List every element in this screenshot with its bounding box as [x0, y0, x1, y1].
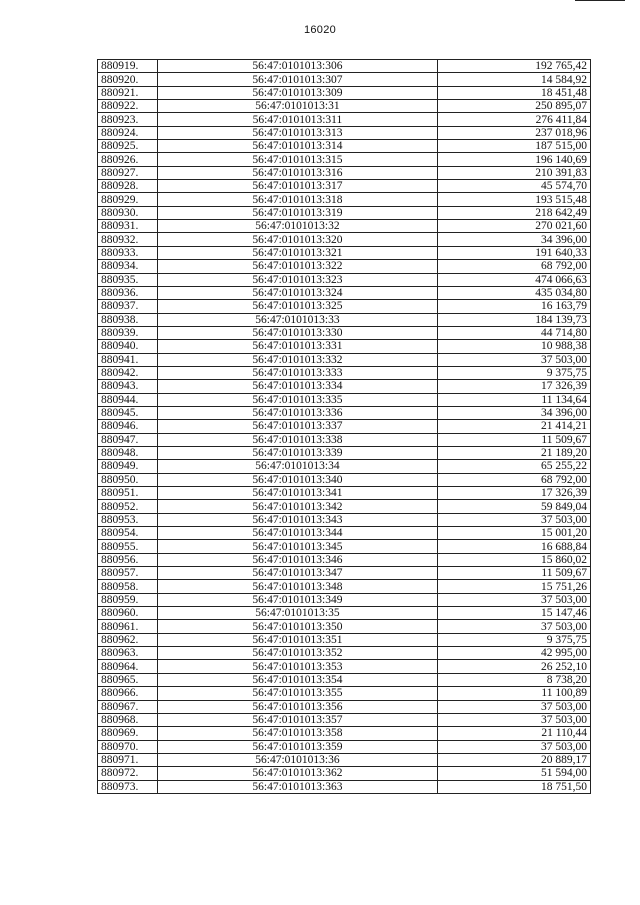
table-row: [98, 540, 591, 553]
row-number-cell: 880957.: [98, 567, 158, 580]
cadastral-number-cell: 56:47:0101013:343: [157, 513, 437, 526]
cadastral-number-cell: 56:47:0101013:319: [157, 206, 437, 219]
cadastral-number-cell: 56:47:0101013:349: [157, 593, 437, 606]
table-row: [98, 660, 591, 673]
cadastral-value-cell: 237 018,96: [438, 126, 591, 139]
cadastral-value-cell: 59 849,04: [438, 500, 591, 513]
cadastral-number-cell: 56:47:0101013:330: [157, 326, 437, 339]
cadastral-value-cell: 21 110,44: [438, 727, 591, 740]
cadastral-value-cell: 196 140,69: [438, 153, 591, 166]
cadastral-value-cell: 42 995,00: [438, 647, 591, 660]
cadastral-number-cell: 56:47:0101013:359: [157, 740, 437, 753]
cadastral-number-cell: 56:47:0101013:331: [157, 340, 437, 353]
table-row: [98, 326, 591, 339]
cadastral-number-cell: 56:47:0101013:341: [157, 487, 437, 500]
row-number-cell: 880936.: [98, 286, 158, 299]
cadastral-value-cell: 20 889,17: [438, 753, 591, 766]
row-number-cell: 880946.: [98, 420, 158, 433]
cadastral-value-cell: 15 147,46: [438, 607, 591, 620]
cadastral-number-cell: 56:47:0101013:314: [157, 140, 437, 153]
cadastral-value-cell: 8 738,20: [438, 673, 591, 686]
cadastral-value-cell: 37 503,00: [438, 513, 591, 526]
cadastral-value-cell: 15 860,02: [438, 553, 591, 566]
table-row: [98, 60, 591, 73]
table-row: [98, 206, 591, 219]
cadastral-value-cell: 15 751,26: [438, 580, 591, 593]
cadastral-number-cell: 56:47:0101013:340: [157, 473, 437, 486]
row-number-cell: 880920.: [98, 73, 158, 86]
table-row: [98, 193, 591, 206]
cadastral-number-cell: 56:47:0101013:324: [157, 286, 437, 299]
cadastral-number-cell: 56:47:0101013:339: [157, 446, 437, 459]
cadastral-number-cell: 56:47:0101013:35: [157, 607, 437, 620]
row-number-cell: 880931.: [98, 220, 158, 233]
cadastral-value-cell: 44 714,80: [438, 326, 591, 339]
table-row: [98, 220, 591, 233]
cadastral-value-cell: 34 396,00: [438, 406, 591, 419]
cadastral-number-cell: 56:47:0101013:342: [157, 500, 437, 513]
cadastral-value-cell: 37 503,00: [438, 740, 591, 753]
row-number-cell: 880951.: [98, 487, 158, 500]
row-number-cell: 880965.: [98, 673, 158, 686]
row-number-cell: 880956.: [98, 553, 158, 566]
cadastral-value-cell: 218 642,49: [438, 206, 591, 219]
table-row: [98, 246, 591, 259]
row-number-cell: 880962.: [98, 633, 158, 646]
row-number-cell: 880944.: [98, 393, 158, 406]
cadastral-number-cell: 56:47:0101013:354: [157, 673, 437, 686]
cadastral-number-cell: 56:47:0101013:358: [157, 727, 437, 740]
cadastral-number-cell: 56:47:0101013:320: [157, 233, 437, 246]
table-row: [98, 113, 591, 126]
cadastral-value-cell: 37 503,00: [438, 700, 591, 713]
cadastral-value-cell: 11 509,67: [438, 433, 591, 446]
cadastral-value-cell: 9 375,75: [438, 633, 591, 646]
table-row: [98, 673, 591, 686]
cadastral-value-cell: 474 066,63: [438, 273, 591, 286]
cadastral-number-cell: 56:47:0101013:347: [157, 567, 437, 580]
cadastral-value-cell: 10 988,38: [438, 340, 591, 353]
table-row: [98, 153, 591, 166]
cadastral-value-cell: 37 503,00: [438, 713, 591, 726]
row-number-cell: 880919.: [98, 60, 158, 73]
row-number-cell: 880961.: [98, 620, 158, 633]
cadastral-value-cell: 191 640,33: [438, 246, 591, 259]
table-row: [98, 740, 591, 753]
table-row: [98, 73, 591, 86]
row-number-cell: 880932.: [98, 233, 158, 246]
cadastral-number-cell: 56:47:0101013:348: [157, 580, 437, 593]
row-number-cell: 880941.: [98, 353, 158, 366]
row-number-cell: 880943.: [98, 380, 158, 393]
cadastral-number-cell: 56:47:0101013:363: [157, 780, 437, 793]
cadastral-number-cell: 56:47:0101013:334: [157, 380, 437, 393]
cadastral-number-cell: 56:47:0101013:325: [157, 300, 437, 313]
row-number-cell: 880968.: [98, 713, 158, 726]
table-row: [98, 767, 591, 780]
cadastral-number-cell: 56:47:0101013:355: [157, 687, 437, 700]
cadastral-number-cell: 56:47:0101013:316: [157, 166, 437, 179]
table-row: [98, 340, 591, 353]
row-number-cell: 880940.: [98, 340, 158, 353]
row-number-cell: 880971.: [98, 753, 158, 766]
row-number-cell: 880960.: [98, 607, 158, 620]
cadastral-number-cell: 56:47:0101013:333: [157, 366, 437, 379]
row-number-cell: 880964.: [98, 660, 158, 673]
row-number-cell: 880935.: [98, 273, 158, 286]
page-corner-rule: [575, 0, 625, 1]
table-row: [98, 393, 591, 406]
cadastral-number-cell: 56:47:0101013:34: [157, 460, 437, 473]
row-number-cell: 880970.: [98, 740, 158, 753]
table-row: [98, 687, 591, 700]
table-row: [98, 313, 591, 326]
table-row: [98, 473, 591, 486]
cadastral-number-cell: 56:47:0101013:357: [157, 713, 437, 726]
row-number-cell: 880947.: [98, 433, 158, 446]
table-row: [98, 527, 591, 540]
row-number-cell: 880937.: [98, 300, 158, 313]
cadastral-value-cell: 9 375,75: [438, 366, 591, 379]
cadastral-number-cell: 56:47:0101013:336: [157, 406, 437, 419]
table-row: [98, 420, 591, 433]
table-row: [98, 553, 591, 566]
table-row: [98, 233, 591, 246]
table-row: [98, 727, 591, 740]
cadastral-value-cell: 11 509,67: [438, 567, 591, 580]
table-row: [98, 593, 591, 606]
table-row: [98, 300, 591, 313]
row-number-cell: 880952.: [98, 500, 158, 513]
page-number: 16020: [303, 24, 337, 36]
cadastral-value-cell: 14 584,92: [438, 73, 591, 86]
cadastral-value-cell: 51 594,00: [438, 767, 591, 780]
cadastral-number-cell: 56:47:0101013:356: [157, 700, 437, 713]
cadastral-value-cell: 37 503,00: [438, 593, 591, 606]
table-row: [98, 500, 591, 513]
cadastral-number-cell: 56:47:0101013:351: [157, 633, 437, 646]
row-number-cell: 880926.: [98, 153, 158, 166]
cadastral-number-cell: 56:47:0101013:313: [157, 126, 437, 139]
cadastral-number-cell: 56:47:0101013:32: [157, 220, 437, 233]
row-number-cell: 880945.: [98, 406, 158, 419]
cadastral-number-cell: 56:47:0101013:321: [157, 246, 437, 259]
table-row: [98, 780, 591, 793]
table-row: [98, 86, 591, 99]
cadastral-number-cell: 56:47:0101013:318: [157, 193, 437, 206]
cadastral-number-cell: 56:47:0101013:332: [157, 353, 437, 366]
row-number-cell: 880973.: [98, 780, 158, 793]
cadastral-number-cell: 56:47:0101013:338: [157, 433, 437, 446]
table-row: [98, 433, 591, 446]
table-body: [98, 60, 591, 794]
row-number-cell: 880923.: [98, 113, 158, 126]
row-number-cell: 880934.: [98, 260, 158, 273]
cadastral-number-cell: 56:47:0101013:345: [157, 540, 437, 553]
table-row: [98, 273, 591, 286]
cadastral-value-cell: 270 021,60: [438, 220, 591, 233]
row-number-cell: 880967.: [98, 700, 158, 713]
row-number-cell: 880938.: [98, 313, 158, 326]
table-row: [98, 460, 591, 473]
table-row: [98, 567, 591, 580]
row-number-cell: 880950.: [98, 473, 158, 486]
table-row: [98, 513, 591, 526]
row-number-cell: 880948.: [98, 446, 158, 459]
table-row: [98, 700, 591, 713]
cadastral-number-cell: 56:47:0101013:344: [157, 527, 437, 540]
cadastral-value-cell: 26 252,10: [438, 660, 591, 673]
cadastral-value-cell: 34 396,00: [438, 233, 591, 246]
row-number-cell: 880972.: [98, 767, 158, 780]
cadastral-number-cell: 56:47:0101013:335: [157, 393, 437, 406]
row-number-cell: 880958.: [98, 580, 158, 593]
cadastral-value-cell: 193 515,48: [438, 193, 591, 206]
cadastral-value-cell: 192 765,42: [438, 60, 591, 73]
cadastral-value-cell: 250 895,07: [438, 100, 591, 113]
table-row: [98, 100, 591, 113]
row-number-cell: 880928.: [98, 180, 158, 193]
cadastral-number-cell: 56:47:0101013:352: [157, 647, 437, 660]
row-number-cell: 880930.: [98, 206, 158, 219]
cadastral-value-cell: 37 503,00: [438, 620, 591, 633]
cadastral-value-cell: 184 139,73: [438, 313, 591, 326]
cadastral-number-cell: 56:47:0101013:362: [157, 767, 437, 780]
cadastral-number-cell: 56:47:0101013:317: [157, 180, 437, 193]
table-row: [98, 166, 591, 179]
cadastral-number-cell: 56:47:0101013:322: [157, 260, 437, 273]
cadastral-value-cell: 276 411,84: [438, 113, 591, 126]
cadastral-value-cell: 16 163,79: [438, 300, 591, 313]
cadastral-value-cell: 11 134,64: [438, 393, 591, 406]
table-row: [98, 607, 591, 620]
row-number-cell: 880921.: [98, 86, 158, 99]
table-row: [98, 353, 591, 366]
table-row: [98, 487, 591, 500]
table-row: [98, 366, 591, 379]
cadastral-value-cell: 16 688,84: [438, 540, 591, 553]
cadastral-value-cell: 11 100,89: [438, 687, 591, 700]
table-row: [98, 286, 591, 299]
cadastral-value-cell: 187 515,00: [438, 140, 591, 153]
cadastral-number-cell: 56:47:0101013:309: [157, 86, 437, 99]
row-number-cell: 880924.: [98, 126, 158, 139]
row-number-cell: 880953.: [98, 513, 158, 526]
row-number-cell: 880929.: [98, 193, 158, 206]
row-number-cell: 880933.: [98, 246, 158, 259]
cadastral-value-table: [97, 59, 591, 794]
cadastral-value-cell: 68 792,00: [438, 473, 591, 486]
cadastral-value-cell: 37 503,00: [438, 353, 591, 366]
cadastral-number-cell: 56:47:0101013:337: [157, 420, 437, 433]
cadastral-value-cell: 68 792,00: [438, 260, 591, 273]
row-number-cell: 880963.: [98, 647, 158, 660]
cadastral-value-cell: 21 189,20: [438, 446, 591, 459]
table-row: [98, 126, 591, 139]
row-number-cell: 880955.: [98, 540, 158, 553]
cadastral-value-cell: 65 255,22: [438, 460, 591, 473]
row-number-cell: 880959.: [98, 593, 158, 606]
cadastral-number-cell: 56:47:0101013:31: [157, 100, 437, 113]
cadastral-value-cell: 435 034,80: [438, 286, 591, 299]
cadastral-value-cell: 21 414,21: [438, 420, 591, 433]
row-number-cell: 880942.: [98, 366, 158, 379]
cadastral-value-cell: 17 326,39: [438, 487, 591, 500]
table-row: [98, 380, 591, 393]
row-number-cell: 880927.: [98, 166, 158, 179]
table-row: [98, 620, 591, 633]
cadastral-value-cell: 15 001,20: [438, 527, 591, 540]
table-row: [98, 580, 591, 593]
cadastral-number-cell: 56:47:0101013:33: [157, 313, 437, 326]
row-number-cell: 880949.: [98, 460, 158, 473]
table-row: [98, 713, 591, 726]
cadastral-number-cell: 56:47:0101013:323: [157, 273, 437, 286]
table-row: [98, 647, 591, 660]
row-number-cell: 880969.: [98, 727, 158, 740]
cadastral-number-cell: 56:47:0101013:36: [157, 753, 437, 766]
cadastral-value-cell: 210 391,83: [438, 166, 591, 179]
cadastral-value-cell: 45 574,70: [438, 180, 591, 193]
cadastral-number-cell: 56:47:0101013:311: [157, 113, 437, 126]
table-row: [98, 260, 591, 273]
cadastral-number-cell: 56:47:0101013:315: [157, 153, 437, 166]
table-row: [98, 180, 591, 193]
cadastral-value-cell: 18 451,48: [438, 86, 591, 99]
row-number-cell: 880939.: [98, 326, 158, 339]
table-row: [98, 753, 591, 766]
cadastral-number-cell: 56:47:0101013:346: [157, 553, 437, 566]
table-row: [98, 406, 591, 419]
cadastral-number-cell: 56:47:0101013:307: [157, 73, 437, 86]
cadastral-value-cell: 17 326,39: [438, 380, 591, 393]
row-number-cell: 880925.: [98, 140, 158, 153]
table-row: [98, 633, 591, 646]
cadastral-number-cell: 56:47:0101013:353: [157, 660, 437, 673]
cadastral-value-cell: 18 751,50: [438, 780, 591, 793]
row-number-cell: 880954.: [98, 527, 158, 540]
cadastral-number-cell: 56:47:0101013:350: [157, 620, 437, 633]
table-row: [98, 140, 591, 153]
row-number-cell: 880922.: [98, 100, 158, 113]
cadastral-number-cell: 56:47:0101013:306: [157, 60, 437, 73]
table-row: [98, 446, 591, 459]
row-number-cell: 880966.: [98, 687, 158, 700]
